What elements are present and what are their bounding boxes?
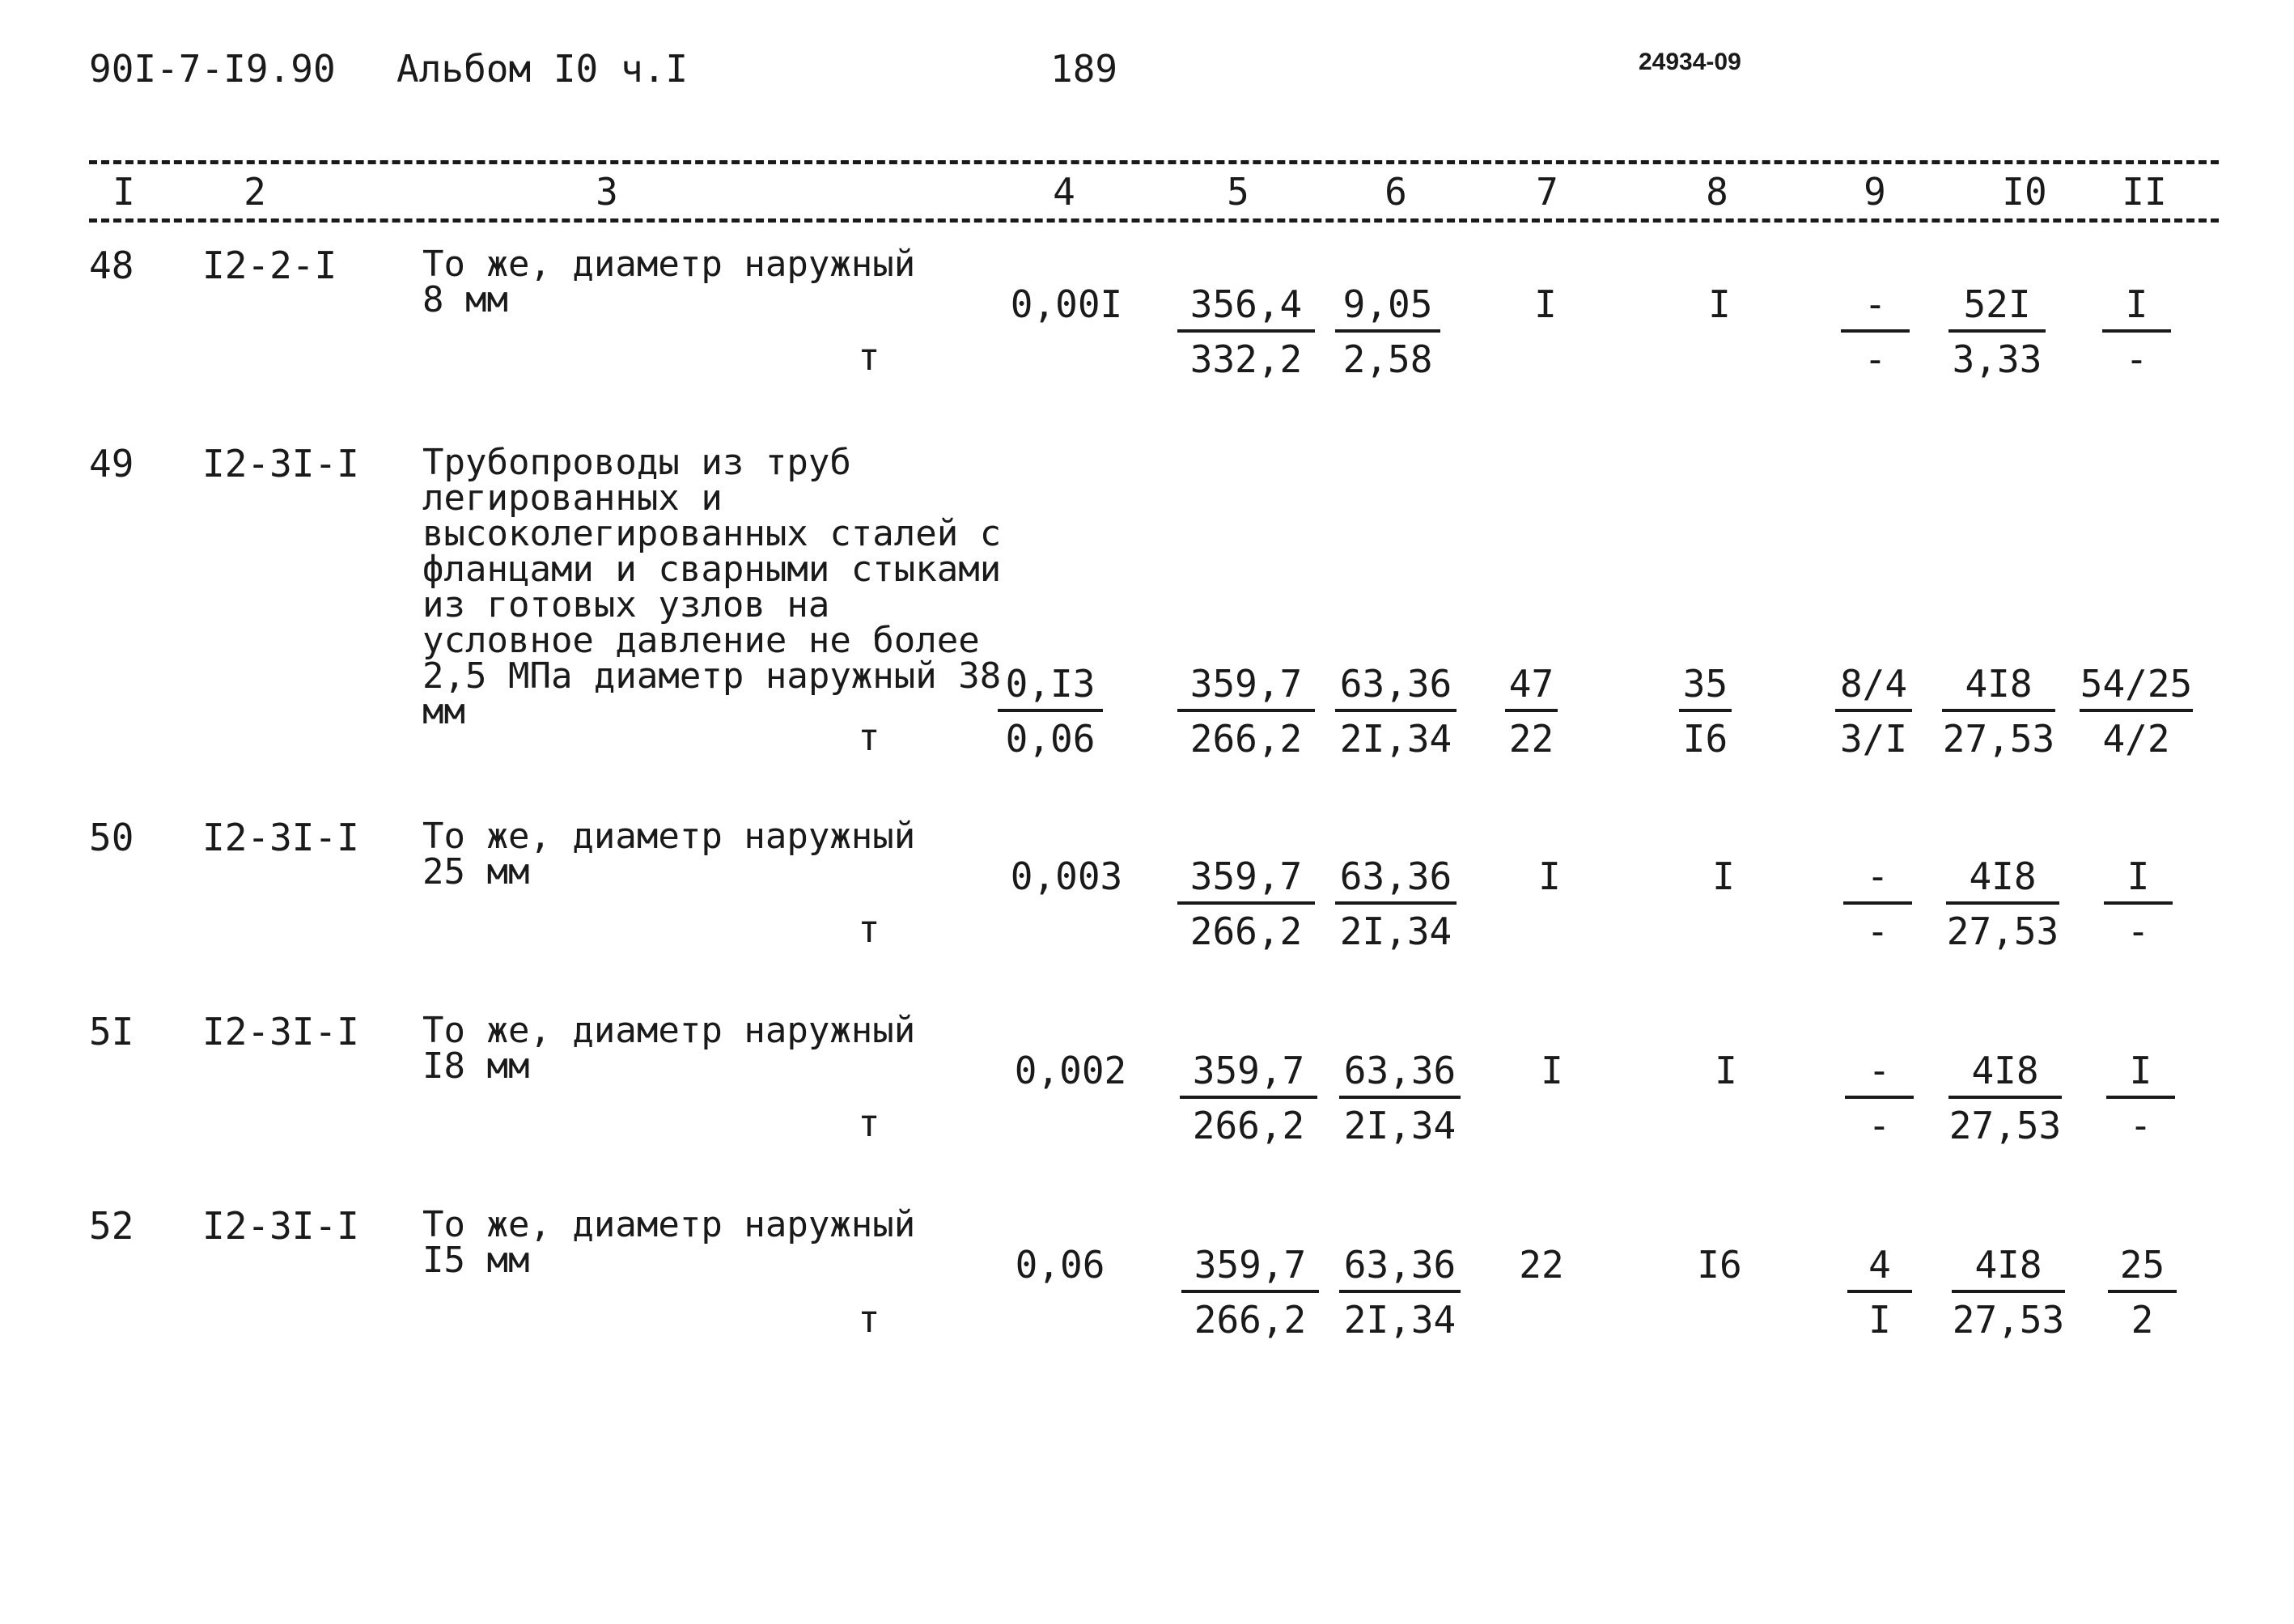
col6-fraction <box>1335 282 1440 381</box>
column-header-9: 9 <box>1864 170 1886 214</box>
col8-value: I <box>1708 282 1731 326</box>
col10-numerator: 4I8 <box>1952 1246 2065 1293</box>
col5-denominator: 266,2 <box>1192 1104 1305 1147</box>
col5-denominator: 332,2 <box>1189 337 1303 381</box>
col8-numerator: 35 <box>1679 665 1732 712</box>
work-description: То же, диаметр наружный 25 мм <box>422 816 916 893</box>
col6-denominator: 2I,34 <box>1343 1104 1457 1147</box>
col11-denominator: - <box>2129 1104 2152 1147</box>
col9-denominator: 3/I <box>1839 717 1908 761</box>
col5-fraction <box>1181 1243 1319 1342</box>
col10-numerator: 4I8 <box>1946 858 2059 905</box>
col5-denominator: 266,2 <box>1189 717 1303 761</box>
unit-label: т <box>858 335 880 379</box>
col9-fraction <box>1843 854 1912 953</box>
col6-fraction <box>1335 854 1457 953</box>
col4-value: 0,00I <box>1010 282 1123 326</box>
column-header-3: 3 <box>596 170 618 214</box>
col10-fraction <box>1946 854 2059 953</box>
col5-numerator: 359,7 <box>1177 665 1315 712</box>
col11-fraction <box>2080 662 2193 761</box>
col8-denominator: I6 <box>1682 717 1728 761</box>
col5-fraction <box>1177 282 1315 381</box>
row-number: 52 <box>89 1204 134 1248</box>
col5-fraction <box>1180 1049 1317 1147</box>
col6-denominator: 2I,34 <box>1339 717 1452 761</box>
rate-code: I2-2-I <box>202 244 337 287</box>
rate-code: I2-3I-I <box>202 816 359 859</box>
col9-numerator: - <box>1845 1052 1914 1099</box>
col10-denominator: 27,53 <box>1952 1298 2065 1342</box>
col9-denominator: - <box>1866 910 1889 953</box>
doc-number: 90I-7-I9.90 <box>89 47 336 91</box>
col8-fraction <box>1679 662 1732 761</box>
col9-fraction <box>1847 1243 1912 1342</box>
col11-numerator: I <box>2106 1052 2175 1099</box>
col5-denominator: 266,2 <box>1189 910 1303 953</box>
col11-numerator: 54/25 <box>2080 665 2193 712</box>
col6-numerator: 63,36 <box>1335 665 1457 712</box>
col5-numerator: 359,7 <box>1180 1052 1317 1099</box>
col9-fraction <box>1841 282 1910 381</box>
page-number: 189 <box>1050 47 1118 91</box>
col10-numerator: 4I8 <box>1942 665 2055 712</box>
col6-fraction <box>1335 662 1457 761</box>
col10-denominator: 27,53 <box>1948 1104 2062 1147</box>
col10-numerator: 4I8 <box>1948 1052 2062 1099</box>
col4-value: 0,06 <box>1015 1243 1105 1287</box>
col4-numerator: 0,I3 <box>998 665 1103 712</box>
table-header-rule <box>89 218 2219 223</box>
col5-fraction <box>1177 854 1315 953</box>
col6-fraction <box>1339 1243 1461 1342</box>
col10-fraction <box>1948 1049 2062 1147</box>
rate-code: I2-3I-I <box>202 1010 359 1054</box>
col9-fraction <box>1835 662 1912 761</box>
col7-value: I <box>1538 854 1561 898</box>
row-number: 48 <box>89 244 134 287</box>
col7-fraction <box>1505 662 1558 761</box>
col9-numerator: 4 <box>1847 1246 1912 1293</box>
col10-denominator: 27,53 <box>1942 717 2055 761</box>
unit-label: т <box>858 1101 880 1145</box>
col6-numerator: 63,36 <box>1339 1246 1461 1293</box>
col4-fraction <box>998 662 1103 761</box>
col10-fraction <box>1942 662 2055 761</box>
col11-fraction <box>2106 1049 2175 1147</box>
col7-value: I <box>1534 282 1557 326</box>
col6-denominator: 2I,34 <box>1339 910 1452 953</box>
work-description: То же, диаметр наружный I5 мм <box>422 1204 916 1281</box>
stamp-code: 24934-09 <box>1639 49 1741 75</box>
col9-numerator: - <box>1841 286 1910 333</box>
column-header-6: 6 <box>1384 170 1407 214</box>
col9-numerator: - <box>1843 858 1912 905</box>
unit-label: т <box>858 1297 880 1341</box>
col11-denominator: 4/2 <box>2102 717 2170 761</box>
col4-denominator: 0,06 <box>1005 717 1096 761</box>
col5-numerator: 359,7 <box>1177 858 1315 905</box>
column-header-7: 7 <box>1536 170 1558 214</box>
col11-numerator: 25 <box>2108 1246 2177 1293</box>
column-header-4: 4 <box>1053 170 1075 214</box>
rate-code: I2-3I-I <box>202 442 359 486</box>
col6-denominator: 2,58 <box>1342 337 1433 381</box>
row-number: 50 <box>89 816 134 859</box>
col10-denominator: 27,53 <box>1946 910 2059 953</box>
col8-value: I <box>1715 1049 1737 1092</box>
work-description: Трубопроводы из труб легированных и высоколегированных сталей с фланцами и сварными стыками из готовых узлов на условное давление не более 2,5 МПа диаметр наружный 38 мм <box>422 442 1002 732</box>
col7-value: I <box>1541 1049 1563 1092</box>
col4-value: 0,003 <box>1010 854 1123 898</box>
col11-numerator: I <box>2102 286 2171 333</box>
col8-value: I <box>1712 854 1735 898</box>
col6-fraction <box>1339 1049 1461 1147</box>
col10-numerator: 52I <box>1948 286 2046 333</box>
col8-value: I6 <box>1697 1243 1742 1287</box>
col9-fraction <box>1845 1049 1914 1147</box>
column-header-11: II <box>2122 170 2167 214</box>
col11-fraction <box>2102 282 2171 381</box>
col5-numerator: 356,4 <box>1177 286 1315 333</box>
col5-fraction <box>1177 662 1315 761</box>
row-number: 5I <box>89 1010 134 1054</box>
col9-denominator: - <box>1868 1104 1891 1147</box>
col11-denominator: - <box>2127 910 2150 953</box>
col4-value: 0,002 <box>1014 1049 1127 1092</box>
col11-numerator: I <box>2104 858 2173 905</box>
col11-fraction <box>2108 1243 2177 1342</box>
col6-numerator: 9,05 <box>1335 286 1440 333</box>
col11-denominator: 2 <box>2131 1298 2154 1342</box>
table-top-rule <box>89 160 2219 164</box>
col10-fraction <box>1952 1243 2065 1342</box>
row-number: 49 <box>89 442 134 486</box>
col7-numerator: 47 <box>1505 665 1558 712</box>
col11-denominator: - <box>2125 337 2148 381</box>
column-header-5: 5 <box>1227 170 1249 214</box>
column-header-8: 8 <box>1706 170 1728 214</box>
column-header-1: I <box>112 170 135 214</box>
unit-label: т <box>858 715 880 759</box>
col7-value: 22 <box>1519 1243 1564 1287</box>
rate-code: I2-3I-I <box>202 1204 359 1248</box>
unit-label: т <box>858 907 880 951</box>
col10-fraction <box>1948 282 2046 381</box>
col6-denominator: 2I,34 <box>1343 1298 1457 1342</box>
col9-denominator: - <box>1864 337 1887 381</box>
work-description: То же, диаметр наружный I8 мм <box>422 1010 916 1087</box>
album-label: Альбом I0 ч.I <box>396 47 689 91</box>
col9-denominator: I <box>1868 1298 1891 1342</box>
work-description: То же, диаметр наружный 8 мм <box>422 244 916 320</box>
col5-denominator: 266,2 <box>1194 1298 1307 1342</box>
col9-numerator: 8/4 <box>1835 665 1912 712</box>
col5-numerator: 359,7 <box>1181 1246 1319 1293</box>
column-header-2: 2 <box>244 170 266 214</box>
column-header-10: I0 <box>2002 170 2047 214</box>
col11-fraction <box>2104 854 2173 953</box>
col6-numerator: 63,36 <box>1335 858 1457 905</box>
col6-numerator: 63,36 <box>1339 1052 1461 1099</box>
col7-denominator: 22 <box>1508 717 1554 761</box>
col10-denominator: 3,33 <box>1952 337 2042 381</box>
